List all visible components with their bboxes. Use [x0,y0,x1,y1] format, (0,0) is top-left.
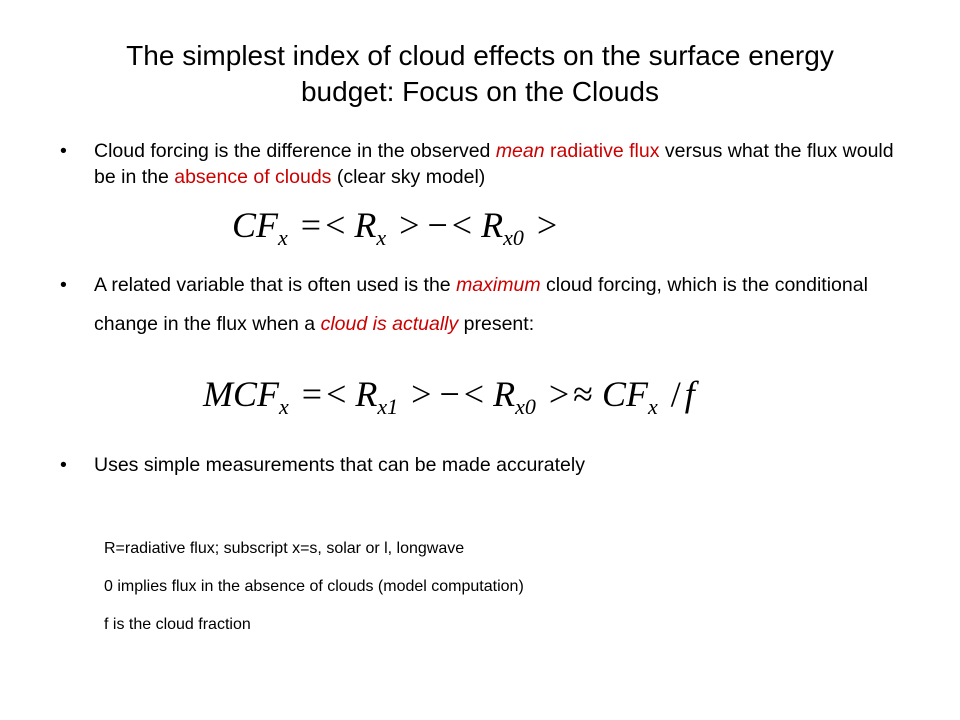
equation-cloud-forcing [232,205,561,250]
bullet-marker: • [60,274,67,296]
eq-operator: ≈ [573,374,593,414]
eq-operator: > [399,205,420,245]
eq-subscript: x1 [377,394,399,419]
bullet-marker: • [60,140,67,162]
eq-symbol: CF [232,205,279,245]
slide-title [60,38,900,110]
eq-operator: > [411,374,432,414]
note-radiative-flux: R=radiative flux; subscript x=s, solar or l, longwave [104,540,465,557]
highlight-radiative-flux: radiative flux [550,140,660,162]
eq-operator: < [463,374,485,414]
highlight-maximum: maximum [456,274,541,296]
eq-operator: − [427,205,448,245]
text-run: A related variable that is often used is the [94,274,457,296]
eq-symbol: R [355,374,378,414]
bullet-text [94,266,900,344]
note-absence-of-clouds: 0 implies flux in the absence of clouds (model computation) [104,578,524,595]
eq-subscript: x0 [503,225,524,250]
eq-operator: < [326,374,347,414]
eq-operator: = [301,374,323,414]
eq-subscript: x0 [515,394,536,419]
eq-operator: > [536,205,558,245]
eq-subscript: x [376,225,387,250]
text-run: (clear sky model) [331,166,486,188]
bullet-marker: • [60,454,67,476]
eq-subscript: x [278,225,288,250]
text-run: Cloud forcing is the difference in the observed [94,140,496,162]
text-run: cloud forcing, which is the conditional change in the flux when a [94,274,868,335]
eq-operator: < [325,205,346,245]
title-line-1: The simplest index of cloud effects on the surface energy [126,40,834,71]
eq-subscript: x [647,394,658,419]
text-run: versus what the flux would be in the [94,140,894,188]
text-run: present: [458,313,535,335]
highlight-absence-of-clouds: absence of clouds [174,166,332,188]
bullet-text [94,138,900,190]
eq-symbol: R [481,205,504,245]
eq-operator: = [300,205,322,245]
eq-symbol: MCF [203,374,279,414]
title-line-2: budget: Focus on the Clouds [300,76,659,107]
eq-symbol: R [493,374,516,414]
bullet-text: Uses simple measurements that can be made accurately [94,454,585,476]
eq-symbol: R [354,205,377,245]
eq-symbol: CF [601,374,648,414]
eq-operator: / [670,374,681,414]
eq-subscript: x [279,394,289,419]
eq-operator: − [439,374,460,414]
highlight-cloud-is-actually: cloud is actually [320,313,459,335]
eq-operator: < [451,205,473,245]
note-cloud-fraction: f is the cloud fraction [104,616,251,633]
equation-maximum-cloud-forcing [203,374,695,419]
eq-symbol: f [684,374,695,414]
eq-operator: > [548,374,570,414]
highlight-mean: mean [495,140,545,162]
